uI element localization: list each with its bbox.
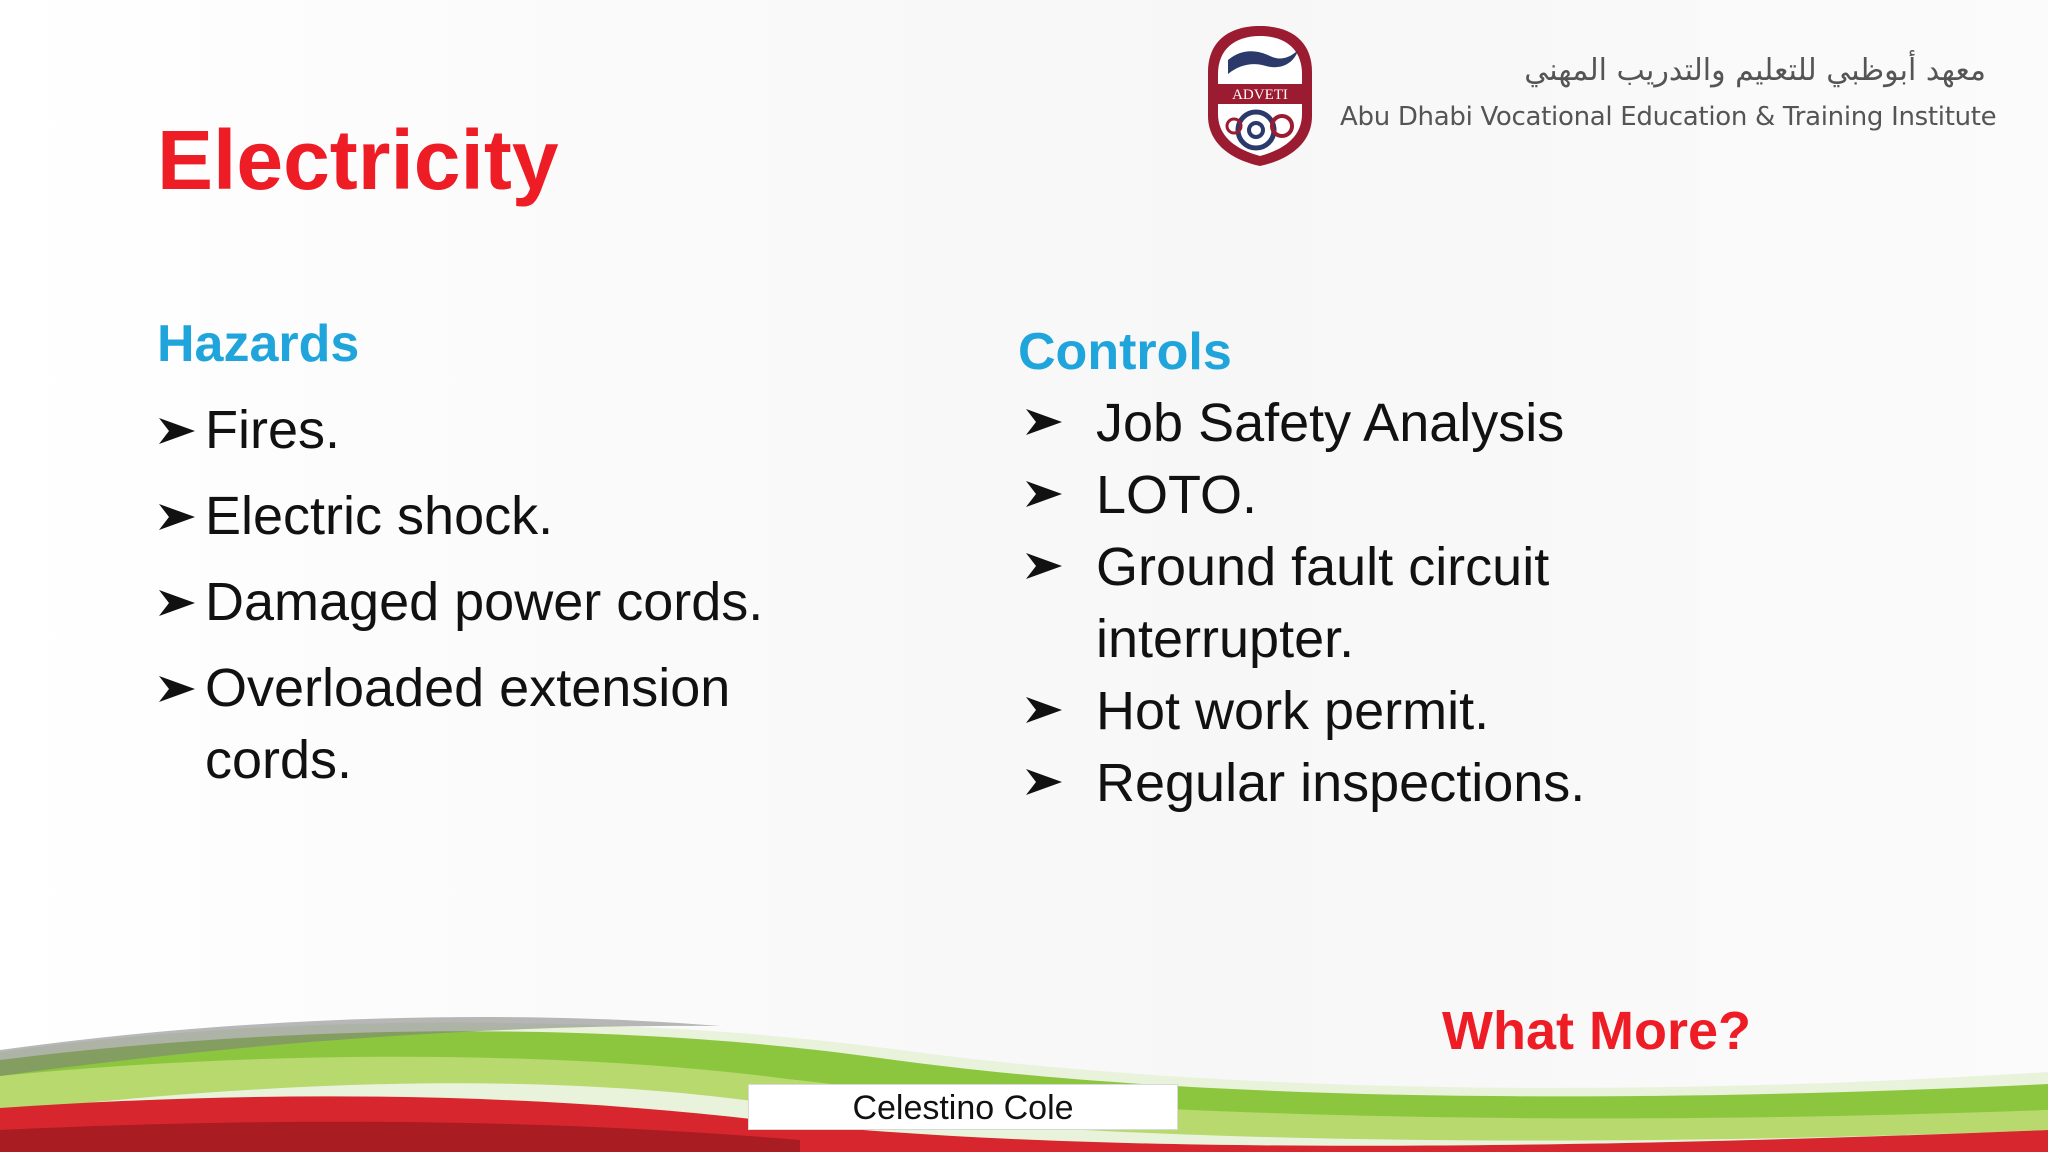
- hazards-list: [157, 394, 857, 810]
- arrow-bullet-icon: [157, 416, 197, 446]
- arrow-bullet-icon: [1024, 479, 1064, 509]
- arrow-bullet-icon: [1024, 551, 1064, 581]
- control-item-text: Ground fault circuit interrupter.: [1096, 537, 1550, 669]
- hazard-item: [157, 652, 857, 796]
- logo-arabic-name: معهد أبوظبي للتعليم والتدريب المهني: [1524, 53, 1986, 88]
- hazard-item: [157, 566, 857, 638]
- control-item: [1018, 459, 1718, 531]
- arrow-bullet-icon: [157, 674, 197, 704]
- control-item-text: Hot work permit.: [1096, 681, 1490, 741]
- hazards-heading: Hazards: [157, 315, 360, 373]
- hazard-item: [157, 394, 857, 466]
- adveti-logo: [1200, 20, 1320, 170]
- control-item: [1018, 387, 1718, 459]
- control-item: [1018, 675, 1718, 747]
- logo-english-name: Abu Dhabi Vocational Education & Training Institute: [1340, 102, 1997, 132]
- arrow-bullet-icon: [1024, 407, 1064, 437]
- arrow-bullet-icon: [1024, 767, 1064, 797]
- controls-heading: Controls: [1018, 323, 1232, 381]
- presenter-name: Celestino Cole: [748, 1084, 1178, 1130]
- controls-list: [1018, 387, 1718, 819]
- what-more-prompt: What More?: [1442, 1001, 1751, 1061]
- hazard-item: [157, 480, 857, 552]
- control-item-text: LOTO.: [1096, 465, 1258, 525]
- arrow-bullet-icon: [1024, 695, 1064, 725]
- arrow-bullet-icon: [157, 588, 197, 618]
- hazard-item-text: Fires.: [205, 400, 340, 460]
- control-item-text: Regular inspections.: [1096, 753, 1586, 813]
- control-item: [1018, 747, 1718, 819]
- logo-badge-text: ADVETI: [1232, 87, 1288, 103]
- control-item-text: Job Safety Analysis: [1096, 393, 1565, 453]
- control-item: [1018, 531, 1718, 675]
- hazard-item-text: Overloaded extension cords.: [205, 658, 731, 790]
- hazard-item-text: Electric shock.: [205, 486, 554, 546]
- hazard-item-text: Damaged power cords.: [205, 572, 764, 632]
- slide-title: Electricity: [157, 113, 559, 207]
- arrow-bullet-icon: [157, 502, 197, 532]
